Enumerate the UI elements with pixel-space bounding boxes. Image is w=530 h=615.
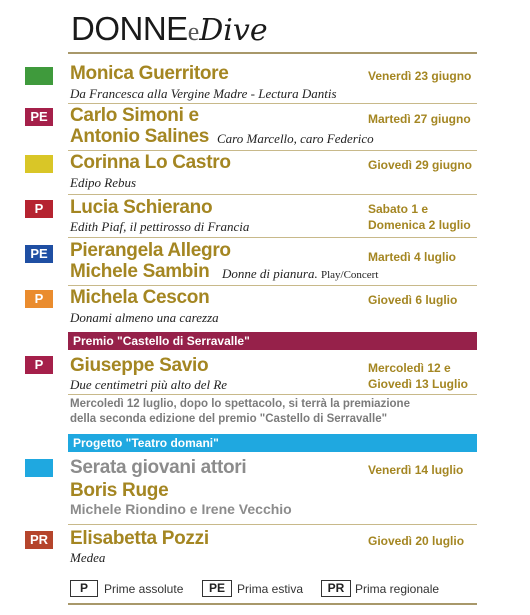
color-badge-yellow <box>25 155 53 173</box>
artist-name: Monica Guerritore <box>70 63 229 84</box>
artist-name: Michela Cescon <box>70 287 210 308</box>
show-title: Donami almeno una carezza <box>70 310 219 325</box>
legend-label: Prima estiva <box>237 582 304 596</box>
show-title <box>222 266 378 283</box>
performers: Michele Riondino e Irene Vecchio <box>70 501 292 517</box>
section-band-premio: Premio "Castello di Serravalle" <box>68 332 477 350</box>
artist-name: Giuseppe Savio <box>70 355 209 376</box>
title-e: e <box>187 17 200 46</box>
title-dive: Dive <box>199 13 268 48</box>
show-title: Edith Piaf, il pettirosso di Francia <box>70 219 250 234</box>
divider <box>68 237 477 238</box>
title-donne: DONNE <box>71 10 188 47</box>
event-date: Mercoledì 12 e <box>368 361 451 375</box>
divider <box>68 394 477 395</box>
footer-divider <box>68 603 477 605</box>
badge-pe: PE <box>25 108 53 126</box>
event-date: Venerdì 23 giugno <box>368 69 472 83</box>
divider <box>68 103 477 104</box>
header-divider <box>68 52 477 54</box>
badge-pe: PE <box>25 245 53 263</box>
divider <box>68 524 477 525</box>
badge-p: P <box>25 200 53 218</box>
artist-name: Michele Sambin <box>70 261 210 282</box>
artist-name: Antonio Salines <box>70 126 210 147</box>
color-badge-cyan <box>25 459 53 477</box>
badge-p: P <box>25 290 53 308</box>
event-date: Martedì 4 luglio <box>368 250 457 264</box>
artist-name: Pierangela Allegro <box>70 240 231 261</box>
show-title: Edipo Rebus <box>70 175 137 190</box>
color-badge-green <box>25 67 53 85</box>
event-date: Venerdì 14 luglio <box>368 463 464 477</box>
divider <box>68 150 477 151</box>
section-band-progetto: Progetto "Teatro domani" <box>68 434 477 452</box>
show-title: Due centimetri più alto del Re <box>70 377 228 392</box>
show-title-text: Donne di pianura. <box>222 266 318 281</box>
legend-code-pe: PE <box>202 580 232 597</box>
event-subtitle: Serata giovani attori <box>70 457 247 478</box>
legend-label: Prime assolute <box>104 582 184 596</box>
legend-label: Prima regionale <box>355 582 440 596</box>
event-date: Giovedì 29 giugno <box>368 158 473 172</box>
page-title <box>71 10 268 52</box>
show-title: Da Francesca alla Vergine Madre - Lectura Dantis <box>70 86 337 101</box>
event-date: Giovedì 6 luglio <box>368 293 458 307</box>
artist-name: Elisabetta Pozzi <box>70 528 209 549</box>
divider <box>68 285 477 286</box>
note-line: Mercoledì 12 luglio, dopo lo spettacolo, si terrà la premiazione <box>70 398 410 410</box>
show-title: Caro Marcello, caro Federico <box>217 131 374 146</box>
note-line: della seconda edizione del premio "Castello di Serravalle" <box>70 413 388 425</box>
artist-name: Boris Ruge <box>70 480 169 501</box>
event-date: Martedì 27 giugno <box>368 112 471 126</box>
legend-code-pr: PR <box>321 580 351 597</box>
badge-pr: PR <box>25 531 53 549</box>
show-title: Medea <box>70 550 106 565</box>
artist-name: Carlo Simoni e <box>70 105 199 126</box>
legend-code-p: P <box>70 580 98 597</box>
show-title-extra: Play/Concert <box>320 269 379 281</box>
badge-p: P <box>25 356 53 374</box>
artist-name: Corinna Lo Castro <box>70 152 231 173</box>
event-date: Giovedì 13 Luglio <box>368 377 469 391</box>
event-date: Sabato 1 e <box>368 202 429 216</box>
divider <box>68 194 477 195</box>
event-date: Domenica 2 luglio <box>368 218 471 232</box>
artist-name: Lucia Schierano <box>70 197 213 218</box>
event-date: Giovedì 20 luglio <box>368 534 465 548</box>
